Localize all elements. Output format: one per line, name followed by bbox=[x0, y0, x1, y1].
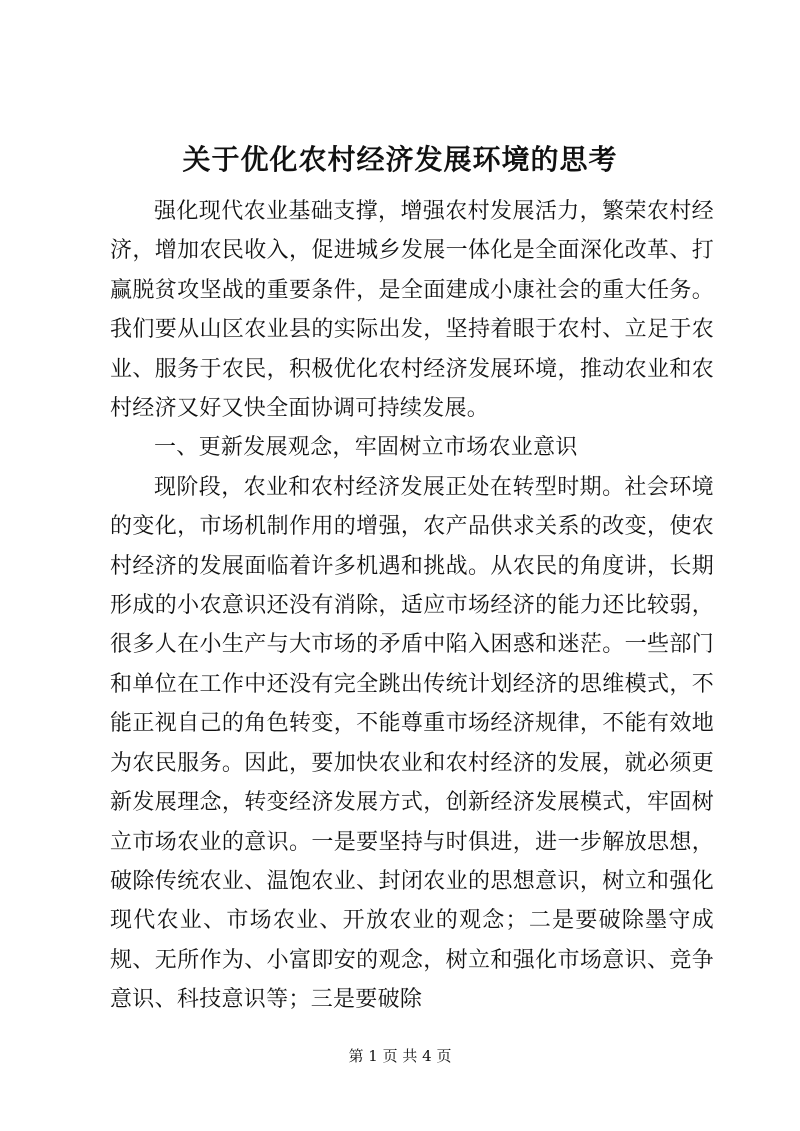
page-number-footer: 第 1 页 共 4 页 bbox=[348, 1047, 452, 1065]
section-heading-1: 一、更新发展观念，牢固树立市场农业意识 bbox=[154, 435, 578, 461]
paragraph-section-1: 现阶段，农业和农村经济发展正处在转型时期。社会环境的变化，市场机制作用的增强，农产品供求关系的改变，使农村经济的发展面临着许多机遇和挑战。从农民的角度讲，长期形成的小农意识还没有消除，适应市场经济的能力还比较弱，很多人在小生产与大市场的矛盾中陷入困惑和迷茫。一些部门和单位在工作中还没有完全跳出传统计划经济的思维模式，不能正视自己的角色转变，不能尊重市场经济规律，不能有效地为农民服务。因此，要加快农业和农村经济的发展，就必须更新发展理念，转变经济发展方式，创新经济发展模式，牢固树立市场农业的意识。一是要坚持与时俱进，进一步解放思想，破除传统农业、温饱农业、封闭农业的思想意识，树立和强化现代农业、市场农业、开放农业的观念；二是要破除墨守成规、无所作为、小富即安的观念，树立和强化市场意识、竞争意识、科技意识等；三是要破除 bbox=[110, 474, 714, 1013]
document-body bbox=[110, 192, 714, 1020]
paragraph-intro: 强化现代农业基础支撑，增强农村发展活力，繁荣农村经济，增加农民收入，促进城乡发展一体化是全面深化改革、打赢脱贫攻坚战的重要条件，是全面建成小康社会的重大任务。我们要从山区农业县的实际出发，坚持着眼于农村、立足于农业、服务于农民，积极优化农村经济发展环境，推动农业和农村经济又好又快全面协调可持续发展。 bbox=[110, 199, 714, 422]
page-title: 关于优化农村经济发展环境的思考 bbox=[182, 143, 618, 176]
